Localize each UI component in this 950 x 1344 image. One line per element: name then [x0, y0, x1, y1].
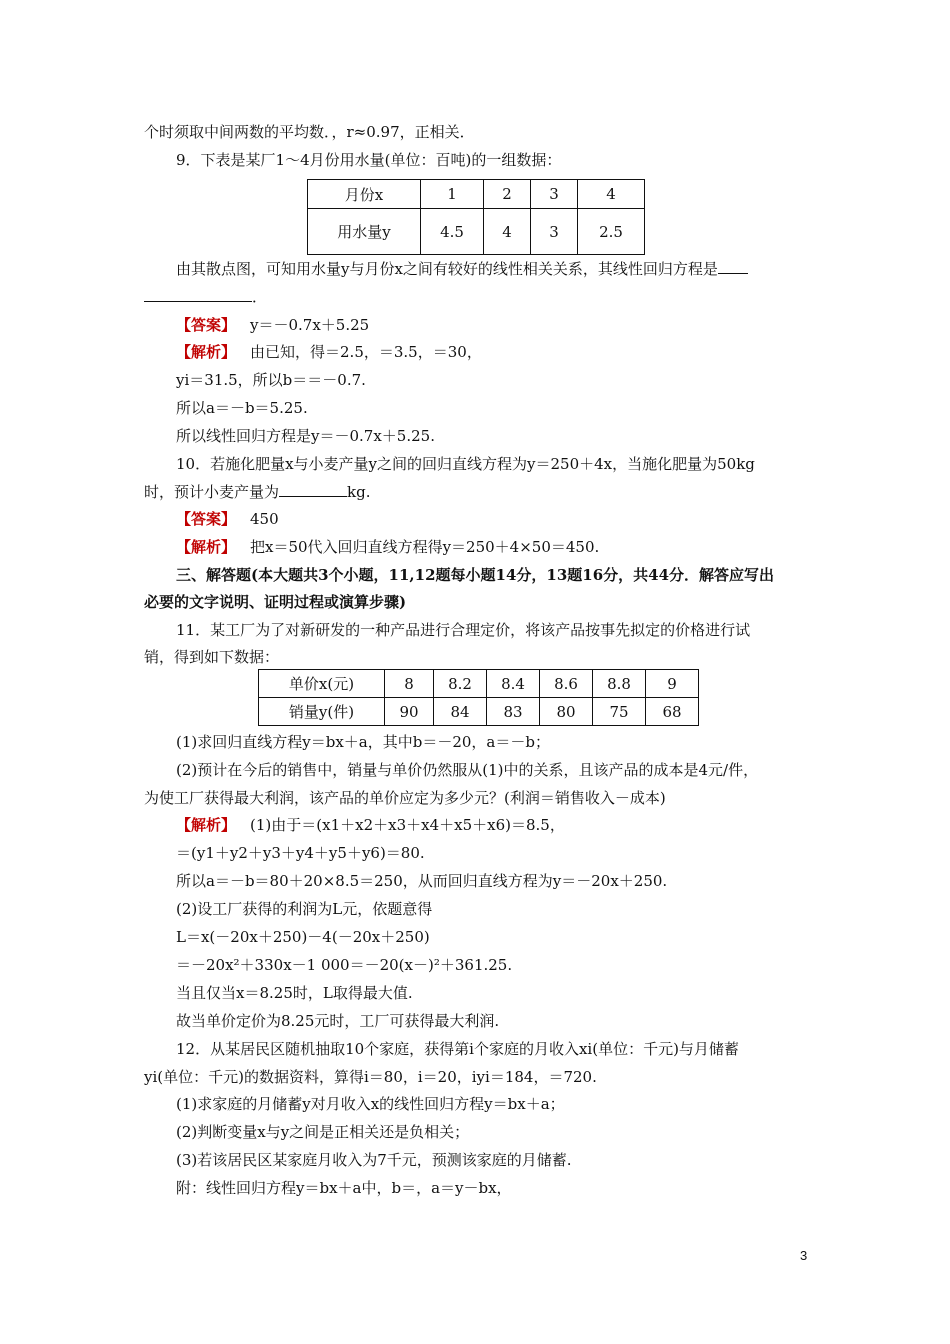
section-heading: 必要的文字说明、证明过程或演算步骤): [144, 593, 407, 611]
text-line: 所以a＝－b＝80＋20×8.5＝250，从而回归直线方程为y＝－20x＋250.: [176, 872, 668, 890]
table-row: [308, 180, 645, 209]
table-cell: 8.6: [540, 670, 593, 698]
text-line: (2)设工厂获得的利润为L元，依题意得: [176, 900, 433, 918]
answer-line: [176, 509, 279, 529]
table-cell: 3: [531, 180, 578, 209]
analysis-text: 把x＝50代入回归直线方程得y＝250＋4×50＝450.: [250, 538, 600, 556]
text-line: yi＝31.5，所以b＝＝－0.7.: [176, 371, 366, 389]
text-line: ＝－20x²＋330x－1 000＝－20(x－)²＋361.25.: [176, 956, 513, 974]
table-row: [259, 670, 699, 698]
analysis-tag: 【解析】: [176, 816, 237, 834]
text-line: 为使工厂获得最大利润，该产品的单价应定为多少元？(利润＝销售收入－成本): [144, 789, 666, 807]
analysis-tag: 【解析】: [176, 538, 237, 556]
text-line: (1)求家庭的月储蓄y对月收入x的线性回归方程y＝bx＋a；: [176, 1095, 565, 1113]
text-line: 当且仅当x＝8.25时，L取得最大值.: [176, 984, 413, 1002]
table-cell: 8: [385, 670, 434, 698]
text-line: 个时须取中间两数的平均数．，r≈0.97，正相关．: [144, 123, 475, 141]
text-line: 销，得到如下数据：: [144, 648, 280, 666]
text-line: [144, 482, 370, 502]
text-line: (2)预计在今后的销售中，销量与单价仍然服从(1)中的关系，且该产品的成本是4元/件，: [176, 761, 759, 779]
table-cell: 2: [484, 180, 531, 209]
table-cell: 2.5: [578, 209, 645, 255]
text-line: 附：线性回归方程y＝bx＋a中，b＝，a＝y－bx，: [176, 1179, 512, 1197]
table-cell: 90: [385, 698, 434, 726]
table-cell: 8.2: [434, 670, 487, 698]
analysis-text: 由已知，得＝2.5，＝3.5，＝30，: [250, 343, 482, 361]
price-sales-table: [258, 669, 699, 726]
analysis-line: [176, 815, 565, 835]
table-cell: 用水量y: [308, 209, 421, 255]
text-line: L＝x(－20x＋250)－4(－20x＋250): [176, 928, 430, 946]
question-10: 10．若施化肥量x与小麦产量y之间的回归直线方程为y＝250＋4x，当施化肥量为50kg: [176, 455, 755, 473]
analysis-line: [176, 342, 482, 362]
answer-blank: [279, 482, 347, 497]
answer-text: 450: [250, 510, 279, 528]
text-line: yi(单位：千元)的数据资料，算得i＝80，i＝20，iyi＝184，＝720.: [144, 1068, 597, 1086]
answer-text: y＝－0.7x＋5.25: [250, 316, 370, 334]
table-cell: 8.4: [487, 670, 540, 698]
table-cell: 1: [421, 180, 484, 209]
analysis-text: (1)由于＝(x1＋x2＋x3＋x4＋x5＋x6)＝8.5，: [250, 816, 565, 834]
table-row: [259, 698, 699, 726]
answer-blank: [718, 259, 748, 274]
table-cell: 83: [487, 698, 540, 726]
text-span: kg.: [347, 483, 371, 501]
text-span: 时，预计小麦产量为: [144, 483, 280, 501]
text-line: ＝(y1＋y2＋y3＋y4＋y5＋y6)＝80.: [176, 844, 425, 862]
table-cell: 68: [646, 698, 699, 726]
text-line: 所以线性回归方程是y＝－0.7x＋5.25.: [176, 427, 435, 445]
analysis-tag: 【解析】: [176, 343, 237, 361]
text-line: (3)若该居民区某家庭月收入为7千元，预测该家庭的月储蓄.: [176, 1151, 572, 1169]
question-9: 9．下表是某厂1～4月份用水量(单位：百吨)的一组数据：: [176, 151, 562, 169]
water-usage-table: [307, 179, 645, 255]
table-cell: 8.8: [593, 670, 646, 698]
table-cell: 3: [531, 209, 578, 255]
table-cell: 4.5: [421, 209, 484, 255]
question-11: 11．某工厂为了对新研发的一种产品进行合理定价，将该产品按事先拟定的价格进行试: [176, 621, 751, 639]
analysis-line: [176, 537, 599, 557]
text-line: (2)判断变量x与y之间是正相关还是负相关；: [176, 1123, 470, 1141]
text-line: (1)求回归直线方程y＝bx＋a，其中b＝－20，a＝－b；: [176, 733, 550, 751]
question-12: 12．从某居民区随机抽取10个家庭，获得第i个家庭的月收入xi(单位：千元)与月储蓄: [176, 1040, 739, 1058]
text-span: ．: [252, 288, 268, 306]
table-cell: 9: [646, 670, 699, 698]
table-cell: 销量y(件): [259, 698, 385, 726]
table-cell: 80: [540, 698, 593, 726]
answer-blank: [144, 287, 252, 302]
answer-tag: 【答案】: [176, 510, 237, 528]
text-line: 所以a＝－b＝5.25.: [176, 399, 308, 417]
table-cell: 4: [484, 209, 531, 255]
table-cell: 月份x: [308, 180, 421, 209]
text-line: 故当单价定价为8.25元时，工厂可获得最大利润.: [176, 1012, 500, 1030]
table-cell: 75: [593, 698, 646, 726]
table-cell: 84: [434, 698, 487, 726]
text-span: 由其散点图，可知用水量y与月份x之间有较好的线性相关关系，其线性回归方程是: [176, 260, 718, 278]
table-cell: 4: [578, 180, 645, 209]
text-line: [176, 259, 748, 279]
table-row: [308, 209, 645, 255]
page-number: 3: [800, 1248, 808, 1263]
answer-line: [176, 315, 369, 335]
table-cell: 单价x(元): [259, 670, 385, 698]
text-line: [144, 287, 267, 307]
section-heading: 三、解答题(本大题共3个小题，11,12题每小题14分，13题16分，共44分．解答应写出: [176, 566, 775, 584]
answer-tag: 【答案】: [176, 316, 237, 334]
